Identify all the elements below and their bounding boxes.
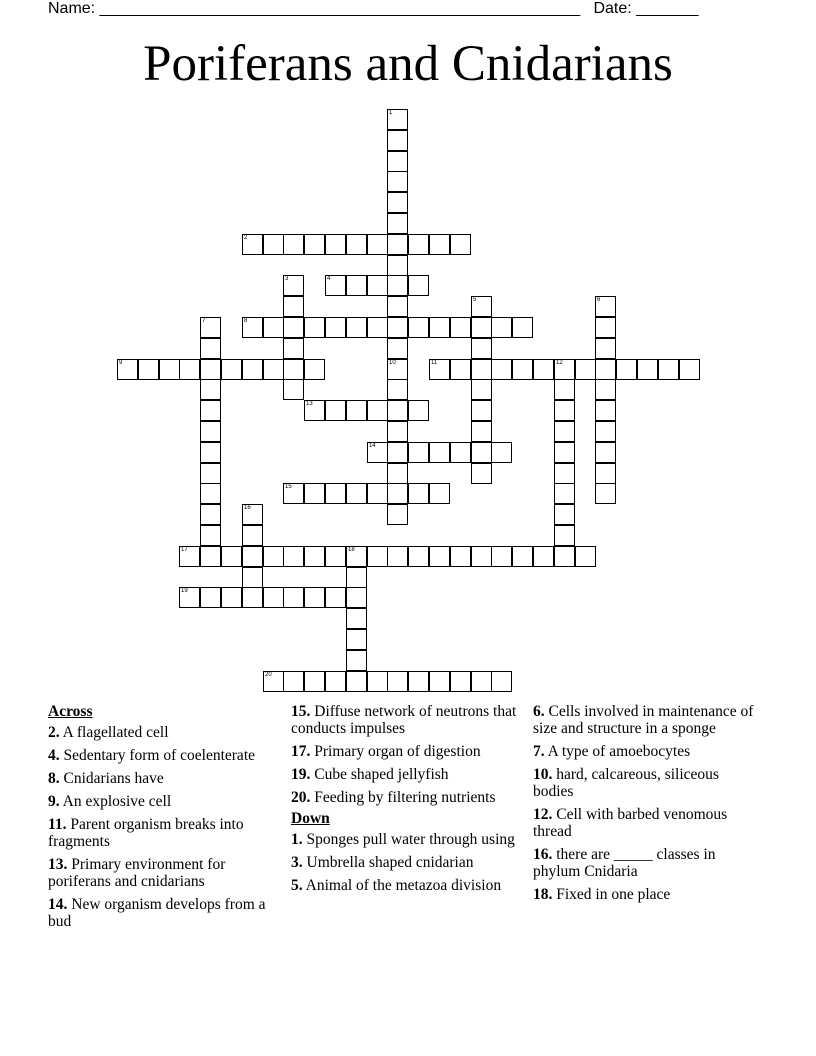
grid-cell[interactable] xyxy=(429,546,450,567)
clue-text: Parent organism breaks into fragments xyxy=(48,816,244,850)
grid-cell[interactable] xyxy=(325,400,346,421)
grid-cell[interactable] xyxy=(200,546,221,567)
grid-cell[interactable] xyxy=(387,317,408,338)
grid-cell[interactable] xyxy=(408,483,429,504)
grid-cell[interactable] xyxy=(242,567,263,588)
cell-number: 13 xyxy=(306,401,313,407)
grid-cell[interactable] xyxy=(367,671,388,692)
grid-cell[interactable] xyxy=(450,234,471,255)
cell-number: 17 xyxy=(181,547,188,553)
grid-cell[interactable] xyxy=(658,359,679,380)
clue-number: 3. xyxy=(291,854,303,871)
grid-cell[interactable] xyxy=(471,463,492,484)
grid-cell[interactable] xyxy=(450,359,471,380)
clue-number: 1. xyxy=(291,831,303,848)
grid-cell[interactable] xyxy=(200,442,221,463)
cell-number: 15 xyxy=(285,484,292,490)
cell-number: 1 xyxy=(389,110,393,116)
grid-cell[interactable] xyxy=(367,317,388,338)
grid-cell[interactable] xyxy=(346,234,367,255)
clue-text: A type of amoebocytes xyxy=(547,743,691,760)
grid-cell[interactable] xyxy=(346,671,367,692)
clue-number: 14. xyxy=(48,896,68,913)
cell-number: 16 xyxy=(244,505,251,511)
grid-cell[interactable] xyxy=(283,379,304,400)
grid-cell[interactable] xyxy=(387,255,408,276)
clue-text: An explosive cell xyxy=(62,793,172,810)
clue-down-12 xyxy=(533,806,758,840)
clue-number: 12. xyxy=(533,806,553,823)
grid-cell[interactable] xyxy=(325,546,346,567)
clue-across-8 xyxy=(48,770,273,787)
grid-cell[interactable] xyxy=(304,546,325,567)
grid-cell[interactable] xyxy=(283,296,304,317)
grid-cell[interactable] xyxy=(491,359,512,380)
grid-cell[interactable] xyxy=(387,171,408,192)
grid-cell[interactable] xyxy=(263,587,284,608)
grid-cell[interactable] xyxy=(408,671,429,692)
grid-cell[interactable] xyxy=(595,379,616,400)
grid-cell[interactable] xyxy=(512,317,533,338)
grid-cell[interactable] xyxy=(554,379,575,400)
grid-cell[interactable] xyxy=(221,359,242,380)
clue-text: hard, calcareous, siliceous bodies xyxy=(533,766,719,800)
grid-cell[interactable] xyxy=(471,442,492,463)
grid-cell[interactable] xyxy=(346,275,367,296)
grid-cell[interactable] xyxy=(554,463,575,484)
grid-cell[interactable] xyxy=(387,379,408,400)
clue-number: 7. xyxy=(533,743,545,760)
grid-cell[interactable] xyxy=(387,296,408,317)
grid-cell[interactable] xyxy=(471,671,492,692)
grid-cell[interactable] xyxy=(304,317,325,338)
clue-text: Umbrella shaped cnidarian xyxy=(306,854,474,871)
grid-cell[interactable] xyxy=(200,379,221,400)
grid-cell[interactable] xyxy=(408,400,429,421)
grid-cell[interactable] xyxy=(283,234,304,255)
cell-number: 12 xyxy=(556,360,563,366)
grid-cell[interactable] xyxy=(304,400,325,421)
grid-cell[interactable] xyxy=(387,504,408,525)
clue-text: Cube shaped jellyfish xyxy=(314,766,449,783)
grid-cell[interactable] xyxy=(595,317,616,338)
cell-number: 18 xyxy=(348,547,355,553)
grid-cell[interactable] xyxy=(450,317,471,338)
grid-cell[interactable] xyxy=(346,400,367,421)
grid-cell[interactable] xyxy=(471,338,492,359)
grid-cell[interactable] xyxy=(367,400,388,421)
grid-cell[interactable] xyxy=(283,483,304,504)
grid-cell[interactable] xyxy=(159,359,180,380)
grid-cell[interactable] xyxy=(408,275,429,296)
grid-cell[interactable] xyxy=(263,671,284,692)
grid-cell[interactable] xyxy=(200,587,221,608)
grid-cell[interactable] xyxy=(179,359,200,380)
grid-cell[interactable] xyxy=(595,296,616,317)
grid-cell[interactable] xyxy=(429,359,450,380)
grid-cell[interactable] xyxy=(283,671,304,692)
grid-cell[interactable] xyxy=(554,483,575,504)
grid-cell[interactable] xyxy=(200,317,221,338)
grid-cell[interactable] xyxy=(533,546,554,567)
grid-cell[interactable] xyxy=(179,546,200,567)
grid-cell[interactable] xyxy=(387,130,408,151)
grid-cell[interactable] xyxy=(575,359,596,380)
grid-cell[interactable] xyxy=(554,359,575,380)
grid-cell[interactable] xyxy=(512,546,533,567)
grid-cell[interactable] xyxy=(387,275,408,296)
grid-cell[interactable] xyxy=(283,275,304,296)
grid-cell[interactable] xyxy=(429,483,450,504)
clue-number: 5. xyxy=(291,877,303,894)
clue-down-18 xyxy=(533,886,758,903)
grid-cell[interactable] xyxy=(200,525,221,546)
cell-number: 10 xyxy=(389,360,396,366)
grid-cell[interactable] xyxy=(616,359,637,380)
clue-number: 20. xyxy=(291,789,311,806)
grid-cell[interactable] xyxy=(283,587,304,608)
clue-down-10 xyxy=(533,766,758,800)
grid-cell[interactable] xyxy=(387,400,408,421)
grid-cell[interactable] xyxy=(200,400,221,421)
grid-cell[interactable] xyxy=(387,213,408,234)
clue-down-3 xyxy=(291,854,523,871)
clue-number: 19. xyxy=(291,766,311,783)
clue-number: 9. xyxy=(48,793,60,810)
clue-across-19 xyxy=(291,766,523,783)
grid-cell[interactable] xyxy=(325,671,346,692)
grid-cell[interactable] xyxy=(491,671,512,692)
grid-cell[interactable] xyxy=(450,546,471,567)
grid-cell[interactable] xyxy=(595,483,616,504)
grid-cell[interactable] xyxy=(471,359,492,380)
grid-cell[interactable] xyxy=(491,442,512,463)
grid-cell[interactable] xyxy=(346,608,367,629)
grid-cell[interactable] xyxy=(304,359,325,380)
grid-cell[interactable] xyxy=(387,338,408,359)
grid-cell[interactable] xyxy=(367,442,388,463)
grid-cell[interactable] xyxy=(283,338,304,359)
grid-cell[interactable] xyxy=(554,525,575,546)
grid-cell[interactable] xyxy=(304,671,325,692)
clue-across-11 xyxy=(48,816,273,850)
grid-cell[interactable] xyxy=(325,317,346,338)
clue-text: Primary organ of digestion xyxy=(314,743,481,760)
grid-cell[interactable] xyxy=(408,442,429,463)
grid-cell[interactable] xyxy=(263,234,284,255)
clue-text: Cnidarians have xyxy=(63,770,164,787)
cell-number: 2 xyxy=(244,235,248,241)
grid-cell[interactable] xyxy=(263,359,284,380)
clue-text: Sedentary form of coelenterate xyxy=(63,747,256,764)
grid-cell[interactable] xyxy=(325,483,346,504)
clue-number: 11. xyxy=(48,816,67,833)
clue-number: 13. xyxy=(48,856,68,873)
cell-number: 14 xyxy=(369,443,376,449)
name-label: Name: xyxy=(48,0,96,17)
grid-cell[interactable] xyxy=(367,275,388,296)
grid-cell[interactable] xyxy=(471,400,492,421)
grid-cell[interactable] xyxy=(595,400,616,421)
grid-cell[interactable] xyxy=(408,546,429,567)
grid-cell[interactable] xyxy=(387,234,408,255)
grid-cell[interactable] xyxy=(595,442,616,463)
grid-cell[interactable] xyxy=(471,296,492,317)
grid-cell[interactable] xyxy=(554,546,575,567)
grid-cell[interactable] xyxy=(387,151,408,172)
clue-text: there are _____ classes in phylum Cnidaria xyxy=(533,846,716,880)
clue-text: A flagellated cell xyxy=(62,724,169,741)
clue-text: Animal of the metazoa division xyxy=(305,877,502,894)
grid-cell[interactable] xyxy=(242,504,263,525)
grid-cell[interactable] xyxy=(304,234,325,255)
grid-cell[interactable] xyxy=(387,483,408,504)
cell-number: 4 xyxy=(327,276,331,282)
grid-cell[interactable] xyxy=(304,587,325,608)
grid-cell[interactable] xyxy=(533,359,554,380)
clue-number: 16. xyxy=(533,846,553,863)
grid-cell[interactable] xyxy=(221,546,242,567)
cell-number: 3 xyxy=(285,276,289,282)
grid-cell[interactable] xyxy=(387,192,408,213)
clue-column-1 xyxy=(48,703,273,936)
clue-down-7 xyxy=(533,743,758,760)
cell-number: 7 xyxy=(202,318,206,324)
grid-cell[interactable] xyxy=(595,359,616,380)
clue-column-2 xyxy=(291,703,523,900)
date-label: Date: xyxy=(593,0,632,17)
clue-number: 10. xyxy=(533,766,553,783)
grid-cell[interactable] xyxy=(595,463,616,484)
grid-cell[interactable] xyxy=(200,483,221,504)
grid-cell[interactable] xyxy=(242,587,263,608)
clue-down-5 xyxy=(291,877,523,894)
grid-cell[interactable] xyxy=(367,483,388,504)
clue-down-6 xyxy=(533,703,758,737)
grid-cell[interactable] xyxy=(679,359,700,380)
cell-number: 20 xyxy=(265,672,272,678)
page-title: Poriferans and Cnidarians xyxy=(143,36,673,92)
grid-cell[interactable] xyxy=(387,671,408,692)
grid-cell[interactable] xyxy=(325,275,346,296)
cell-number: 19 xyxy=(181,588,188,594)
clue-number: 2. xyxy=(48,724,60,741)
grid-cell[interactable] xyxy=(200,421,221,442)
grid-cell[interactable] xyxy=(304,483,325,504)
grid-cell[interactable] xyxy=(346,650,367,671)
cell-number: 9 xyxy=(119,360,123,366)
grid-cell[interactable] xyxy=(387,109,408,130)
grid-cell[interactable] xyxy=(200,338,221,359)
grid-cell[interactable] xyxy=(325,234,346,255)
grid-cell[interactable] xyxy=(512,359,533,380)
grid-cell[interactable] xyxy=(575,546,596,567)
grid-cell[interactable] xyxy=(554,400,575,421)
grid-cell[interactable] xyxy=(200,359,221,380)
grid-cell[interactable] xyxy=(471,421,492,442)
grid-cell[interactable] xyxy=(346,483,367,504)
grid-cell[interactable] xyxy=(554,504,575,525)
grid-cell[interactable] xyxy=(491,546,512,567)
grid-cell[interactable] xyxy=(263,317,284,338)
name-field[interactable]: ______________________________________________________ xyxy=(99,0,581,17)
grid-cell[interactable] xyxy=(595,338,616,359)
clue-number: 18. xyxy=(533,886,553,903)
grid-cell[interactable] xyxy=(325,587,346,608)
clue-across-13 xyxy=(48,856,273,890)
clue-across-2 xyxy=(48,724,273,741)
clue-number: 15. xyxy=(291,703,311,720)
grid-cell[interactable] xyxy=(242,525,263,546)
cell-number: 5 xyxy=(473,297,477,303)
grid-cell[interactable] xyxy=(283,359,304,380)
cell-number: 6 xyxy=(597,297,601,303)
grid-cell[interactable] xyxy=(346,546,367,567)
grid-cell[interactable] xyxy=(346,587,367,608)
grid-cell[interactable] xyxy=(450,442,471,463)
grid-cell[interactable] xyxy=(346,629,367,650)
grid-cell[interactable] xyxy=(471,379,492,400)
grid-cell[interactable] xyxy=(554,421,575,442)
grid-cell[interactable] xyxy=(242,317,263,338)
cell-number: 11 xyxy=(431,360,438,366)
clue-across-20 xyxy=(291,789,523,806)
across-heading: Across xyxy=(48,703,93,720)
clue-text: Sponges pull water through using xyxy=(306,831,515,848)
grid-cell[interactable] xyxy=(263,546,284,567)
grid-cell[interactable] xyxy=(450,671,471,692)
grid-cell[interactable] xyxy=(200,504,221,525)
clue-down-16 xyxy=(533,846,758,880)
grid-cell[interactable] xyxy=(471,317,492,338)
grid-cell[interactable] xyxy=(367,546,388,567)
grid-cell[interactable] xyxy=(387,359,408,380)
grid-cell[interactable] xyxy=(471,546,492,567)
clue-across-17 xyxy=(291,743,523,760)
clue-text: Fixed in one place xyxy=(556,886,671,903)
grid-cell[interactable] xyxy=(554,442,575,463)
grid-cell[interactable] xyxy=(387,421,408,442)
down-heading: Down xyxy=(291,810,330,827)
grid-cell[interactable] xyxy=(283,546,304,567)
clue-text: Feeding by filtering nutrients xyxy=(314,789,496,806)
clue-text: Primary environment for poriferans and cnidarians xyxy=(48,856,226,890)
grid-cell[interactable] xyxy=(117,359,138,380)
clue-down-1 xyxy=(291,831,523,848)
clue-text: Cells involved in maintenance of size and structure in a sponge xyxy=(533,703,754,737)
grid-cell[interactable] xyxy=(200,463,221,484)
grid-cell[interactable] xyxy=(346,567,367,588)
clue-number: 6. xyxy=(533,703,545,720)
clue-across-14 xyxy=(48,896,273,930)
grid-cell[interactable] xyxy=(637,359,658,380)
grid-cell[interactable] xyxy=(429,234,450,255)
clue-text: New organism develops from a bud xyxy=(48,896,266,930)
grid-cell[interactable] xyxy=(242,234,263,255)
clue-text: Diffuse network of neutrons that conducts impulses xyxy=(291,703,517,737)
clue-column-3 xyxy=(533,703,758,909)
grid-cell[interactable] xyxy=(138,359,159,380)
grid-cell[interactable] xyxy=(221,587,242,608)
grid-cell[interactable] xyxy=(242,546,263,567)
clue-number: 17. xyxy=(291,743,311,760)
grid-cell[interactable] xyxy=(367,234,388,255)
clue-across-9 xyxy=(48,793,273,810)
grid-cell[interactable] xyxy=(283,317,304,338)
grid-cell[interactable] xyxy=(429,317,450,338)
grid-cell[interactable] xyxy=(408,317,429,338)
grid-cell[interactable] xyxy=(408,234,429,255)
grid-cell[interactable] xyxy=(595,421,616,442)
clue-number: 8. xyxy=(48,770,60,787)
grid-cell[interactable] xyxy=(387,546,408,567)
grid-cell[interactable] xyxy=(387,463,408,484)
grid-cell[interactable] xyxy=(491,317,512,338)
clue-across-4 xyxy=(48,747,273,764)
date-field[interactable]: _______ xyxy=(636,0,699,17)
cell-number: 8 xyxy=(244,318,248,324)
grid-cell[interactable] xyxy=(387,442,408,463)
grid-cell[interactable] xyxy=(242,359,263,380)
clue-across-15 xyxy=(291,703,523,737)
clue-text: Cell with barbed venomous thread xyxy=(533,806,728,840)
grid-cell[interactable] xyxy=(429,442,450,463)
grid-cell[interactable] xyxy=(346,317,367,338)
grid-cell[interactable] xyxy=(429,671,450,692)
clue-number: 4. xyxy=(48,747,60,764)
grid-cell[interactable] xyxy=(179,587,200,608)
